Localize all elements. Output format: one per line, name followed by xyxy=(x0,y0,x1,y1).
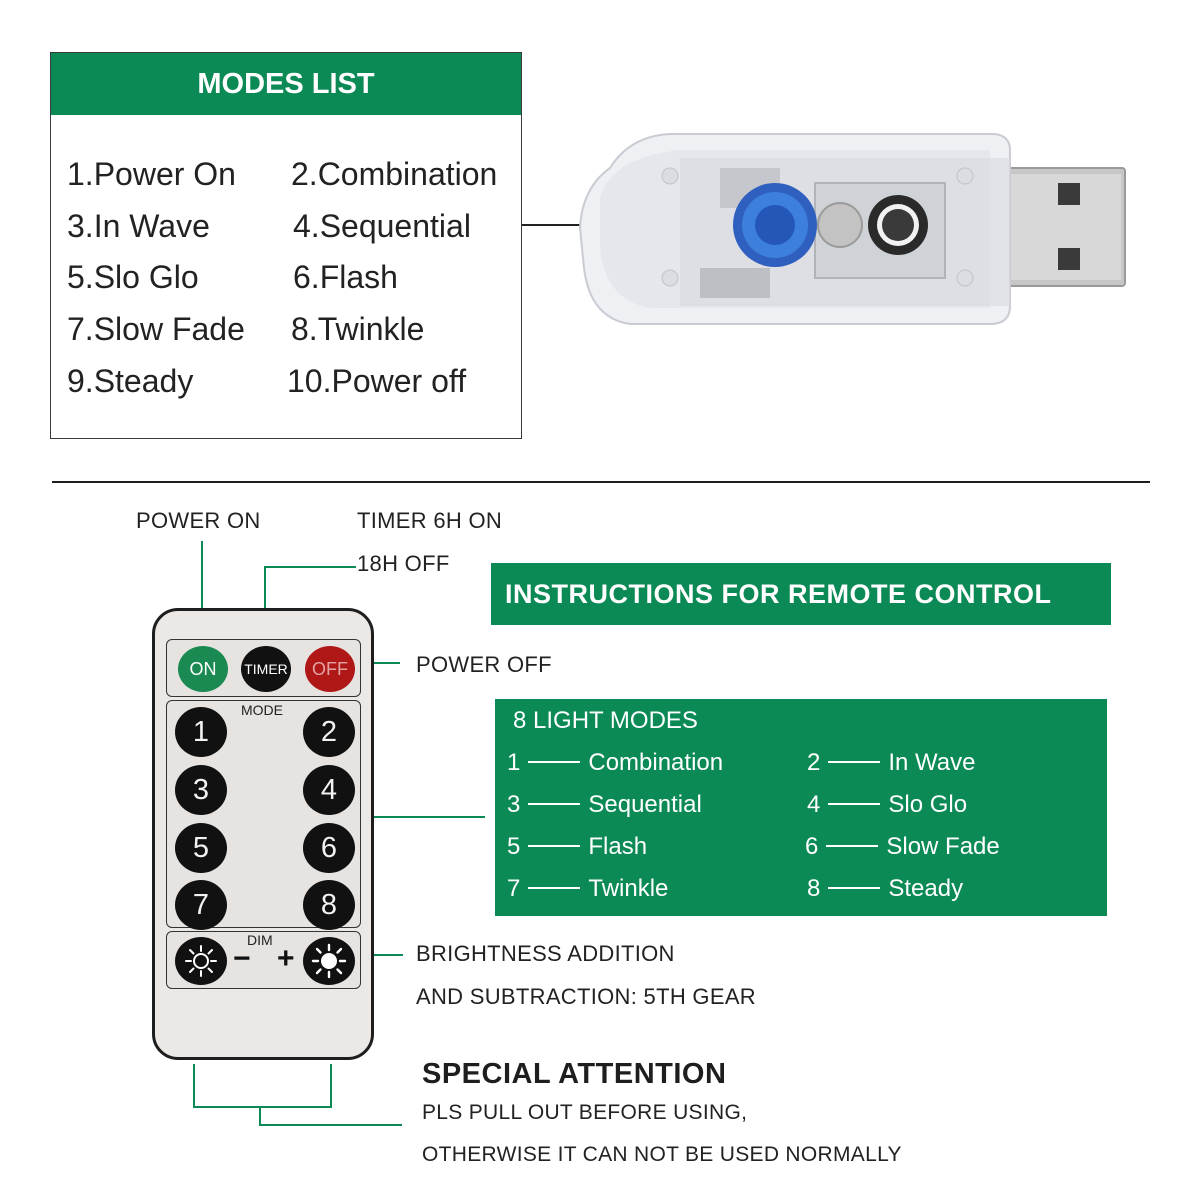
light-mode-name: In Wave xyxy=(888,749,976,776)
modes-connector xyxy=(355,816,485,818)
timer-label-line2: 18H OFF xyxy=(357,551,450,576)
brightness-label-line2: AND SUBTRACTION: 5TH GEAR xyxy=(416,984,756,1009)
off-button[interactable]: OFF xyxy=(305,646,355,692)
mode-button-8[interactable]: 8 xyxy=(303,880,355,930)
mode-item: 2.Combination xyxy=(291,156,498,192)
instructions-title: INSTRUCTIONS FOR REMOTE CONTROL xyxy=(491,563,1111,625)
bracket-stem xyxy=(259,1106,261,1126)
mode-button-3[interactable]: 3 xyxy=(175,765,227,815)
light-mode-item xyxy=(507,791,702,819)
mode-button-2[interactable]: 2 xyxy=(303,707,355,757)
light-mode-item xyxy=(507,749,723,777)
mode-item: 9.Steady xyxy=(67,363,194,399)
mode-item: 1.Power On xyxy=(67,156,236,192)
mode-button-5[interactable]: 5 xyxy=(175,823,227,873)
light-mode-number: 5 xyxy=(507,833,521,860)
mode-item: 3.In Wave xyxy=(67,208,210,244)
light-mode-number: 6 xyxy=(805,833,819,860)
dim-plus-sign: + xyxy=(277,942,295,975)
light-mode-item xyxy=(805,833,1000,861)
dim-label: DIM xyxy=(247,932,273,948)
light-mode-number: 8 xyxy=(807,875,821,902)
attention-line1: PLS PULL OUT BEFORE USING, xyxy=(422,1101,748,1124)
light-mode-name: Combination xyxy=(588,749,724,776)
light-modes-heading: 8 LIGHT MODES xyxy=(513,707,698,734)
on-button[interactable]: ON xyxy=(178,646,228,692)
light-mode-number: 7 xyxy=(507,875,521,902)
usb-stick-icon xyxy=(570,128,1130,328)
light-mode-name: Twinkle xyxy=(588,875,669,902)
mode-button-6[interactable]: 6 xyxy=(303,823,355,873)
mode-item: 7.Slow Fade xyxy=(67,311,245,347)
section-divider xyxy=(52,481,1150,483)
light-modes-panel xyxy=(495,699,1107,916)
mode-button-7[interactable]: 7 xyxy=(175,880,227,930)
light-mode-item xyxy=(507,875,668,903)
bracket-right xyxy=(330,1064,332,1108)
sun-dim-icon xyxy=(183,943,219,979)
mode-item: 5.Slo Glo xyxy=(67,259,199,295)
light-mode-name: Slow Fade xyxy=(886,833,1000,860)
bracket-bottom xyxy=(193,1106,332,1108)
light-mode-name: Sequential xyxy=(588,791,702,818)
brightness-label-line1: BRIGHTNESS ADDITION xyxy=(416,941,675,966)
power-off-label: POWER OFF xyxy=(416,652,552,677)
modes-list-box xyxy=(50,52,522,439)
mode-item: 8.Twinkle xyxy=(291,311,425,347)
timer-button[interactable]: TIMER xyxy=(241,646,291,692)
remote-power-panel xyxy=(166,639,361,697)
light-mode-name: Flash xyxy=(588,833,648,860)
mode-item: 6.Flash xyxy=(293,259,398,295)
timer-connector-horizontal xyxy=(264,566,356,568)
remote-dim-panel xyxy=(166,931,361,989)
light-mode-number: 4 xyxy=(807,791,821,818)
remote-control xyxy=(152,608,374,1060)
timer-label-line1: TIMER 6H ON xyxy=(357,508,503,533)
light-mode-item xyxy=(507,833,647,861)
mode-button-1[interactable]: 1 xyxy=(175,707,227,757)
attention-connector xyxy=(259,1124,402,1126)
light-mode-name: Slo Glo xyxy=(888,791,968,818)
bracket-left xyxy=(193,1064,195,1108)
mode-item: 10.Power off xyxy=(287,363,467,399)
dim-up-button[interactable] xyxy=(303,937,355,985)
attention-title: SPECIAL ATTENTION xyxy=(422,1058,727,1090)
attention-line2: OTHERWISE IT CAN NOT BE USED NORMALLY xyxy=(422,1143,902,1166)
sun-bright-icon xyxy=(311,943,347,979)
modes-list-title: MODES LIST xyxy=(51,53,521,115)
light-mode-name: Steady xyxy=(888,875,964,902)
power-on-label: POWER ON xyxy=(136,508,261,533)
light-mode-item xyxy=(807,749,976,777)
mode-button-4[interactable]: 4 xyxy=(303,765,355,815)
mode-label: MODE xyxy=(241,702,283,718)
light-mode-number: 3 xyxy=(507,791,521,818)
light-mode-number: 1 xyxy=(507,749,521,776)
mode-item: 4.Sequential xyxy=(293,208,471,244)
dim-minus-sign: − xyxy=(233,942,251,975)
dim-down-button[interactable] xyxy=(175,937,227,985)
remote-mode-panel xyxy=(166,700,361,928)
light-mode-number: 2 xyxy=(807,749,821,776)
light-mode-item xyxy=(807,791,967,819)
light-mode-item xyxy=(807,875,963,903)
